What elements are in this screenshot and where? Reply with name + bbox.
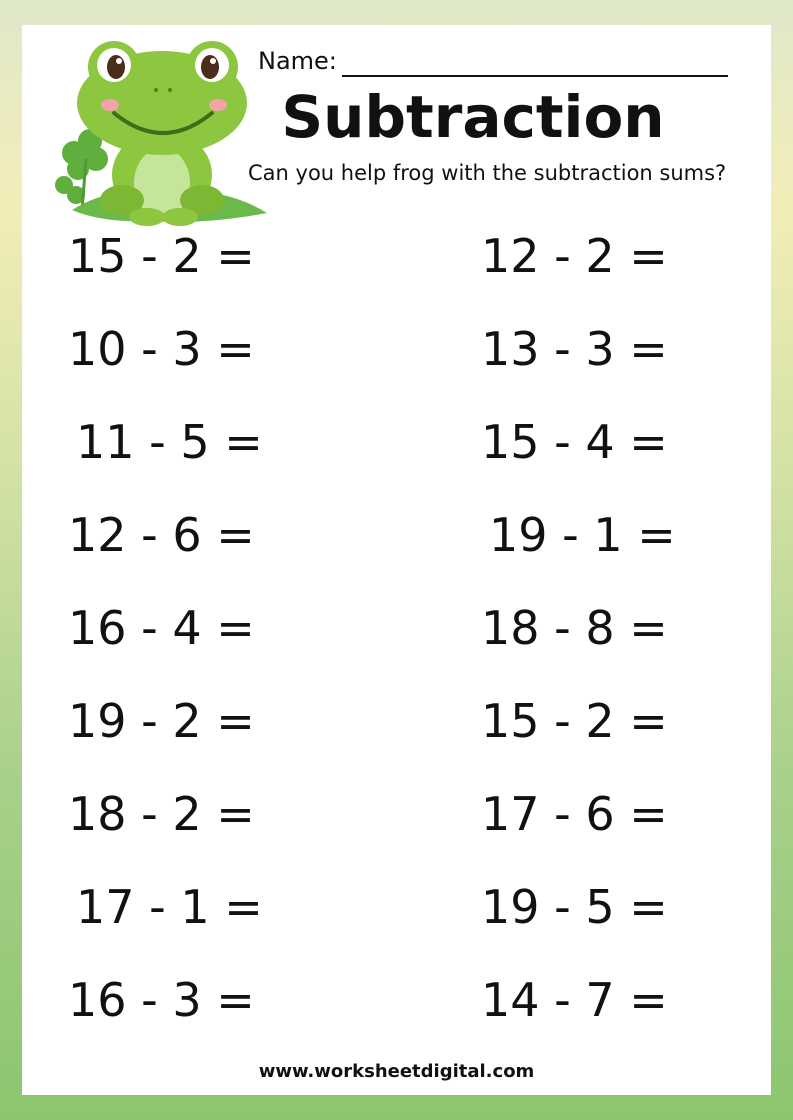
worksheet-page bbox=[22, 25, 771, 1095]
subtraction-problem: 19 - 5 = bbox=[481, 880, 668, 934]
name-label: Name: bbox=[258, 47, 337, 75]
subtraction-problem: 11 - 5 = bbox=[76, 415, 263, 469]
subtraction-problem: 16 - 4 = bbox=[68, 601, 255, 655]
website-footer: www.worksheetdigital.com bbox=[258, 1061, 535, 1082]
name-answer-line[interactable] bbox=[342, 75, 728, 77]
subtraction-problem: 12 - 6 = bbox=[68, 508, 255, 562]
subtraction-problem: 10 - 3 = bbox=[68, 322, 255, 376]
subtraction-problem: 18 - 2 = bbox=[68, 787, 255, 841]
subtraction-problem: 17 - 1 = bbox=[76, 880, 263, 934]
subtraction-problem: 13 - 3 = bbox=[481, 322, 668, 376]
name-field bbox=[258, 45, 758, 85]
subtraction-problem: 15 - 4 = bbox=[481, 415, 668, 469]
subtraction-problem: 19 - 1 = bbox=[489, 508, 676, 562]
subtraction-problem: 16 - 3 = bbox=[68, 973, 255, 1027]
subtraction-problem: 18 - 8 = bbox=[481, 601, 668, 655]
subtraction-problem: 15 - 2 = bbox=[481, 694, 668, 748]
page-title: Subtraction bbox=[281, 83, 665, 151]
instructions-text: Can you help frog with the subtraction sums? bbox=[248, 161, 727, 185]
subtraction-problem: 19 - 2 = bbox=[68, 694, 255, 748]
subtraction-problem: 12 - 2 = bbox=[481, 229, 668, 283]
subtraction-problem: 14 - 7 = bbox=[481, 973, 668, 1027]
subtraction-problem: 17 - 6 = bbox=[481, 787, 668, 841]
subtraction-problem: 15 - 2 = bbox=[68, 229, 255, 283]
frog-mascot-icon bbox=[52, 35, 267, 240]
